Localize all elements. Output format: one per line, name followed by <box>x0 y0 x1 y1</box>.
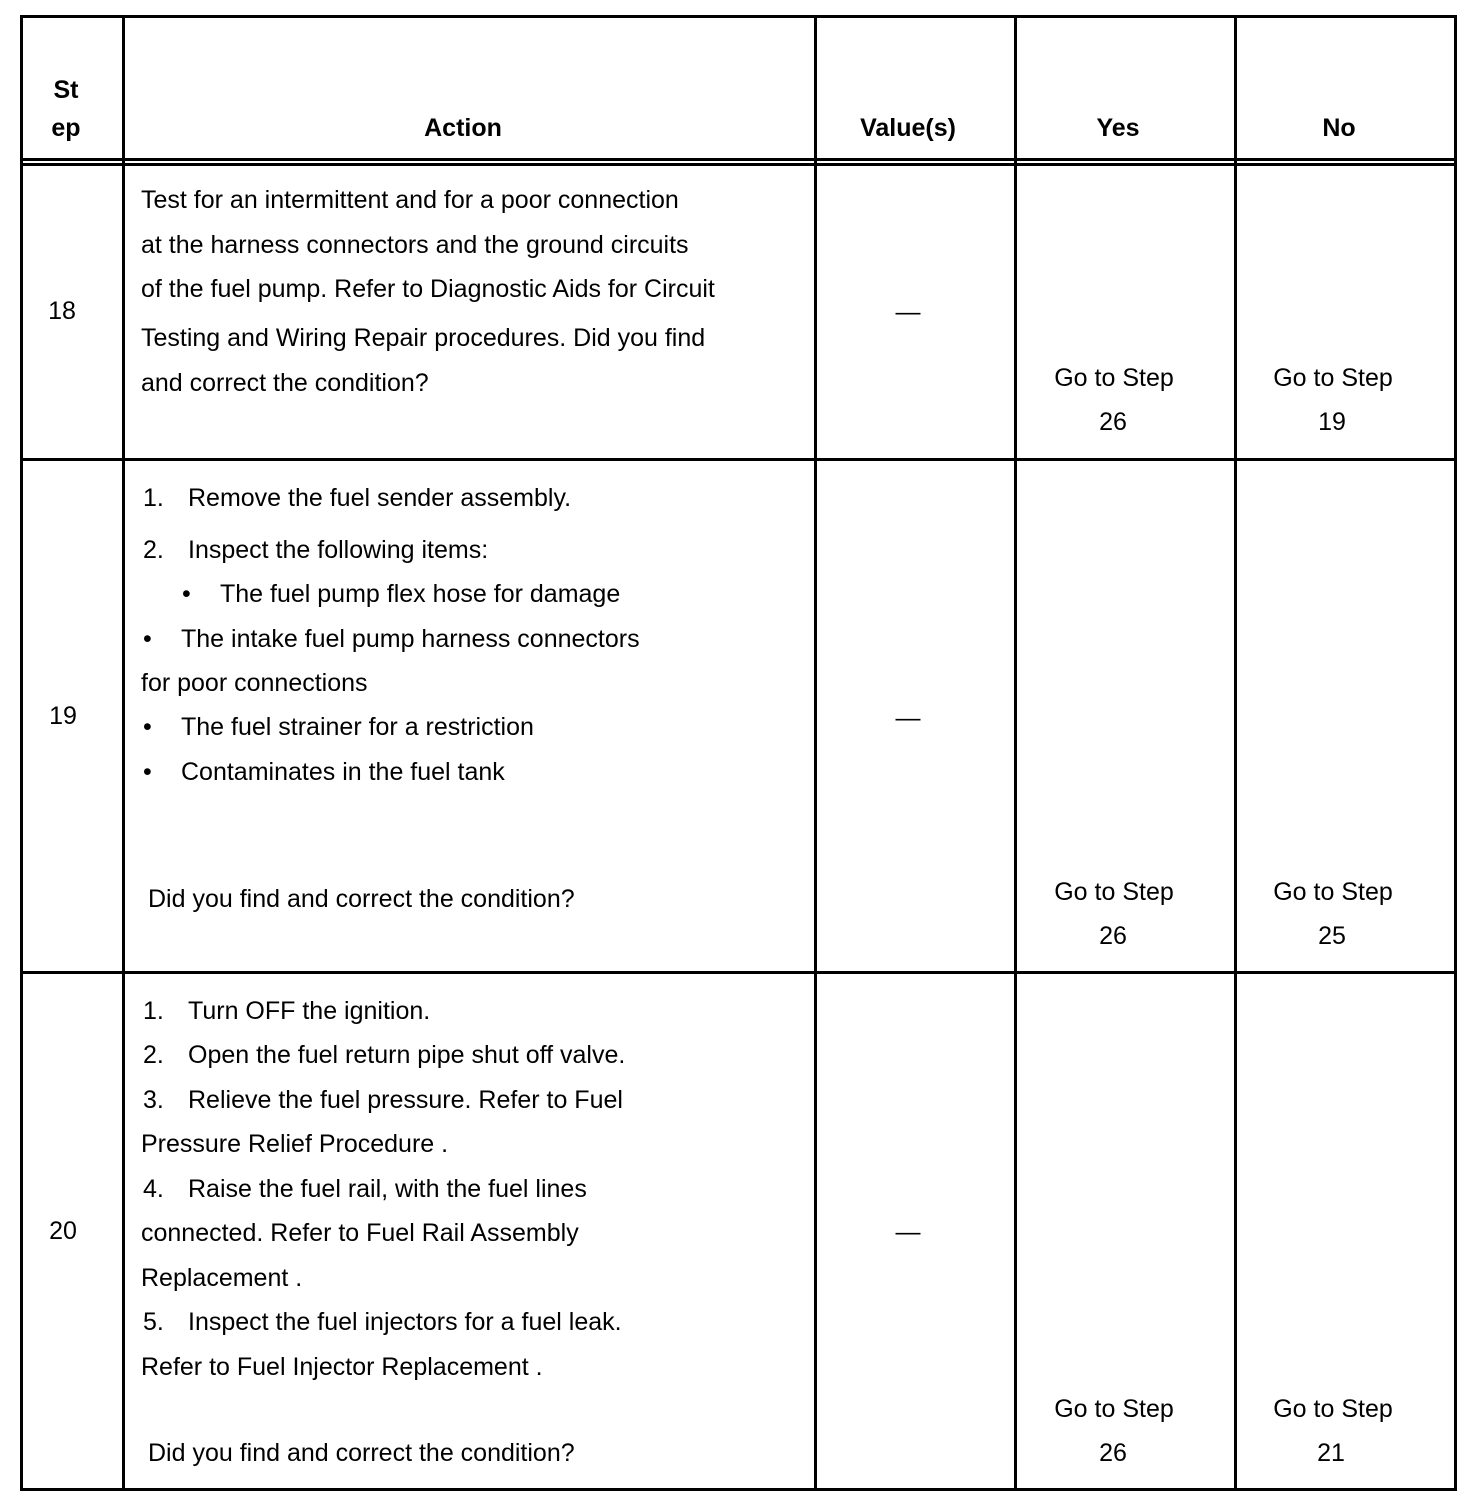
bullet: • <box>143 713 152 741</box>
list-number: 4. <box>143 1175 164 1203</box>
header-yes: Yes <box>1096 114 1140 142</box>
action-text: Testing and Wiring Repair procedures. Did you find <box>141 324 706 352</box>
yes-target: Go to Step <box>1054 878 1174 906</box>
action-text: Test for an intermittent and for a poor connection <box>141 186 679 214</box>
no-target: Go to Step <box>1273 364 1393 392</box>
action-text: Raise the fuel rail, with the fuel lines <box>188 1175 587 1203</box>
yes-target: 26 <box>1099 922 1127 950</box>
action-text: connected. Refer to Fuel Rail Assembly <box>141 1219 579 1247</box>
no-target: 21 <box>1317 1439 1345 1467</box>
header-step: ep <box>51 114 81 142</box>
action-text: Relieve the fuel pressure. Refer to Fuel <box>188 1086 623 1114</box>
action-text: Remove the fuel sender assembly. <box>188 484 572 512</box>
action-text: for poor connections <box>141 669 368 697</box>
table-border-left <box>20 15 23 1491</box>
table-border-right <box>1454 15 1457 1491</box>
value-cell: — <box>895 704 921 732</box>
list-number: 5. <box>143 1308 164 1336</box>
action-text: and correct the condition? <box>141 369 429 397</box>
yes-target: Go to Step <box>1054 364 1174 392</box>
bullet: • <box>143 758 152 786</box>
value-cell: — <box>895 298 921 326</box>
no-target: Go to Step <box>1273 878 1393 906</box>
row-divider <box>20 971 1457 974</box>
row-divider <box>20 458 1457 461</box>
action-text: at the harness connectors and the ground circuits <box>141 231 689 259</box>
bullet: • <box>143 625 152 653</box>
action-text: Inspect the fuel injectors for a fuel leak. <box>188 1308 622 1336</box>
list-number: 1. <box>143 484 164 512</box>
step-number: 20 <box>49 1217 77 1245</box>
column-divider <box>122 15 125 1491</box>
yes-target: 26 <box>1099 408 1127 436</box>
column-divider <box>1234 15 1237 1491</box>
value-cell: — <box>895 1218 921 1246</box>
action-text: Open the fuel return pipe shut off valve. <box>188 1041 626 1069</box>
header-divider <box>20 158 1457 161</box>
header-step: St <box>53 76 79 104</box>
column-divider <box>1014 15 1017 1491</box>
header-divider-lower <box>20 163 1457 166</box>
no-target: 25 <box>1318 922 1346 950</box>
yes-target: 26 <box>1099 1439 1127 1467</box>
no-target: Go to Step <box>1273 1395 1393 1423</box>
bullet: • <box>182 580 191 608</box>
action-text: Refer to Fuel Injector Replacement . <box>141 1353 543 1381</box>
action-question: Did you find and correct the condition? <box>148 885 575 913</box>
list-number: 3. <box>143 1086 164 1114</box>
action-question: Did you find and correct the condition? <box>148 1439 575 1467</box>
action-text: Contaminates in the fuel tank <box>181 758 505 786</box>
no-target: 19 <box>1318 408 1346 436</box>
action-text: Turn OFF the ignition. <box>188 997 431 1025</box>
header-no: No <box>1322 114 1356 142</box>
action-text: The fuel pump flex hose for damage <box>220 580 621 608</box>
list-number: 1. <box>143 997 164 1025</box>
column-divider <box>814 15 817 1491</box>
table-border-top <box>20 15 1457 18</box>
table-border-bottom <box>20 1488 1457 1491</box>
action-text: Inspect the following items: <box>188 536 489 564</box>
list-number: 2. <box>143 1041 164 1069</box>
action-text: Replacement . <box>141 1264 303 1292</box>
action-text: of the fuel pump. Refer to Diagnostic Aids for Circuit <box>141 275 715 303</box>
step-number: 18 <box>48 297 76 325</box>
action-text: The fuel strainer for a restriction <box>181 713 534 741</box>
header-action: Action <box>424 114 502 142</box>
step-number: 19 <box>49 702 77 730</box>
action-text: The intake fuel pump harness connectors <box>181 625 640 653</box>
list-number: 2. <box>143 536 164 564</box>
action-text: Pressure Relief Procedure . <box>141 1130 449 1158</box>
yes-target: Go to Step <box>1054 1395 1174 1423</box>
header-values: Value(s) <box>860 114 956 142</box>
